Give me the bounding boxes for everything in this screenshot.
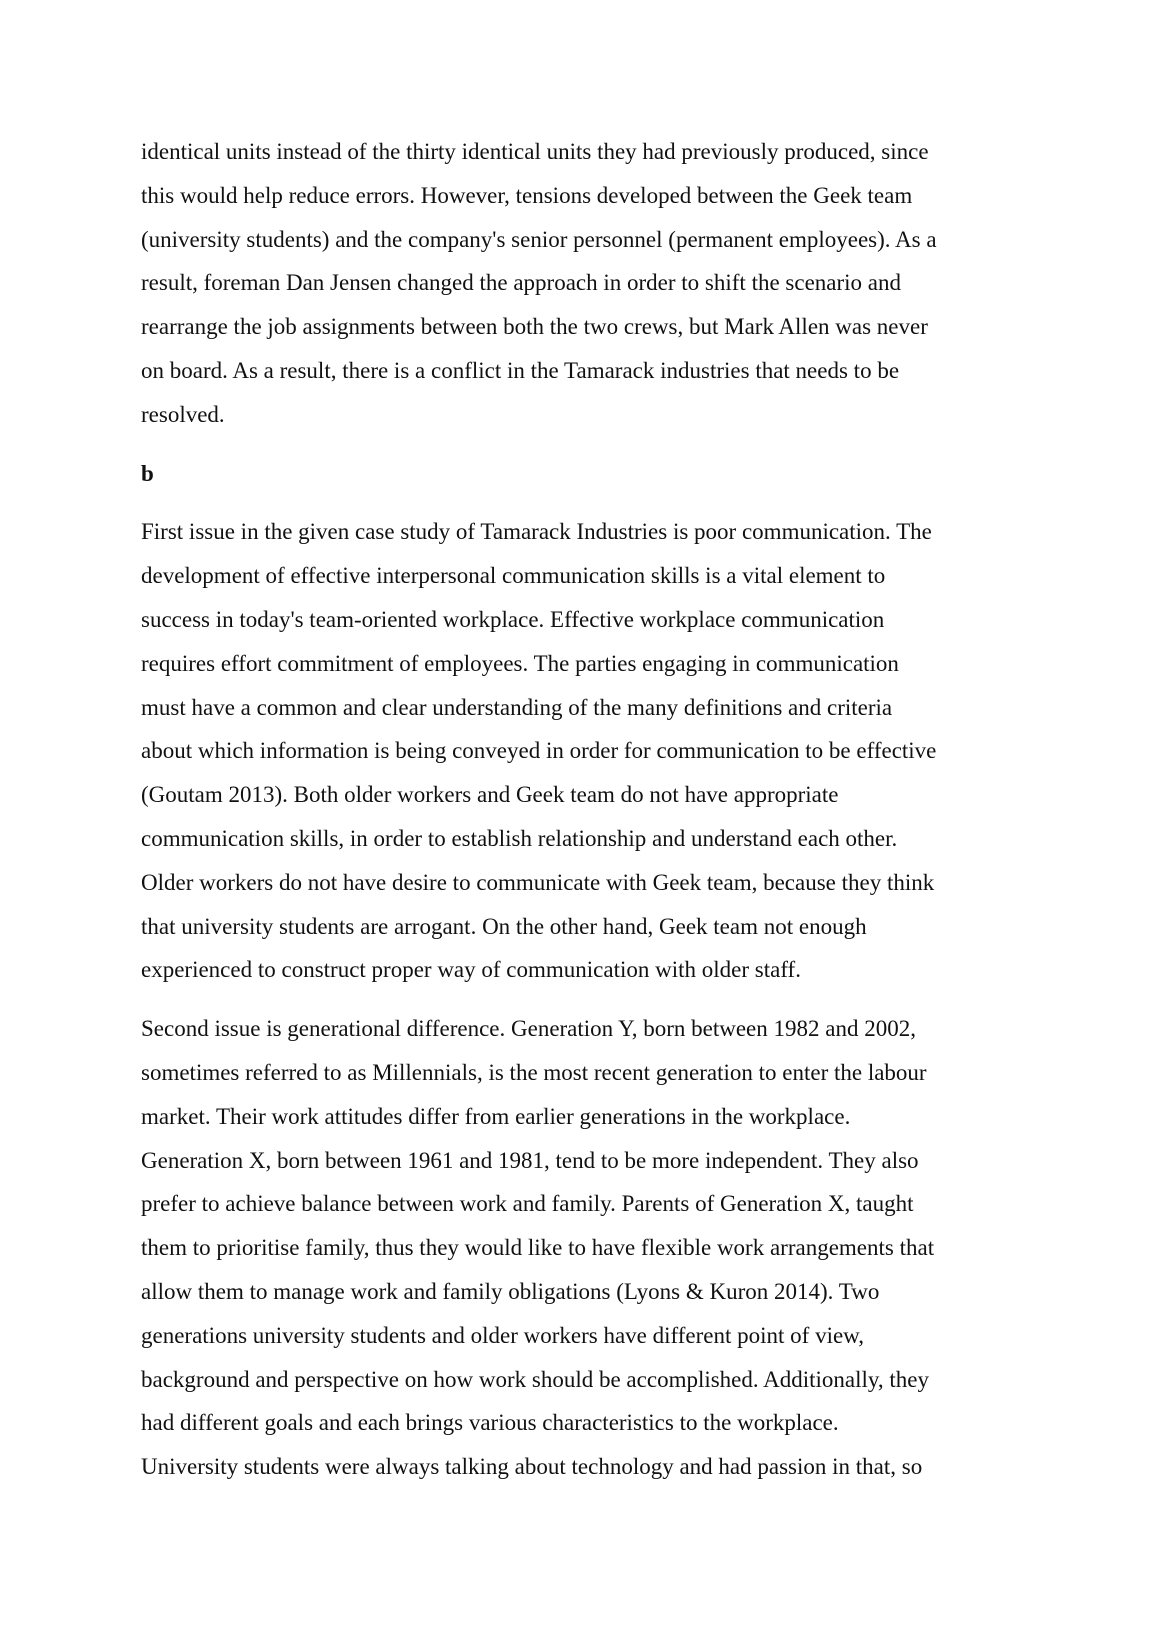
text-line: generations university students and older workers have different point of view, [141, 1322, 865, 1348]
text-line: them to prioritise family, thus they would like to have flexible work arrangements that [141, 1235, 935, 1261]
text-line: Second issue is generational difference. Generation Y, born between 1982 and 2002, [141, 1016, 916, 1042]
text-line: experienced to construct proper way of communication with older staff. [141, 957, 801, 983]
text-line: allow them to manage work and family obligations (Lyons & Kuron 2014). Two [141, 1278, 880, 1304]
text-line: Generation X, born between 1961 and 1981, tend to be more independent. They also [141, 1147, 919, 1173]
section-heading: b [141, 460, 154, 486]
text-line: had different goals and each brings various characteristics to the workplace. [141, 1410, 839, 1436]
text-line: development of effective interpersonal communication skills is a vital element to [141, 563, 886, 589]
text-line: resolved. [141, 401, 225, 427]
text-line: (university students) and the company's senior personnel (permanent employees). As a [141, 226, 937, 252]
text-line: Older workers do not have desire to communicate with Geek team, because they think [141, 869, 935, 895]
text-line: on board. As a result, there is a conflict in the Tamarack industries that needs to be [141, 357, 900, 383]
text-line: must have a common and clear understanding of the many definitions and criteria [141, 694, 893, 720]
paragraph-spacing [141, 495, 1021, 510]
document-body [141, 130, 1021, 1489]
paragraph-spacing [141, 992, 1021, 1007]
text-line: University students were always talking about technology and had passion in that, so [141, 1454, 923, 1480]
text-line: identical units instead of the thirty identical units they had previously produced, since [141, 139, 929, 164]
text-line: (Goutam 2013). Both older workers and Geek team do not have appropriate [141, 782, 839, 808]
paragraph-generations [141, 1007, 1021, 1489]
text-line: about which information is being conveyed in order for communication to be effective [141, 738, 937, 764]
text-line: prefer to achieve balance between work and family. Parents of Generation X, taught [141, 1191, 914, 1217]
text-line: sometimes referred to as Millennials, is the most recent generation to enter the labour [141, 1059, 927, 1085]
text-line: this would help reduce errors. However, tensions developed between the Geek team [141, 182, 913, 208]
paragraph-spacing [141, 437, 1021, 452]
text-line: communication skills, in order to establish relationship and understand each other. [141, 825, 898, 851]
text-line: success in today's team-oriented workplace. Effective workplace communication [141, 606, 885, 632]
text-line: result, foreman Dan Jensen changed the approach in order to shift the scenario and [141, 270, 901, 296]
text-line: requires effort commitment of employees. The parties engaging in communication [141, 650, 899, 676]
text-line: rearrange the job assignments between both the two crews, but Mark Allen was never [141, 314, 928, 340]
text-line: background and perspective on how work should be accomplished. Additionally, they [141, 1366, 929, 1392]
text-line: First issue in the given case study of Tamarack Industries is poor communication. The [141, 519, 932, 545]
paragraph-communication [141, 510, 1021, 992]
text-line: that university students are arrogant. On the other hand, Geek team not enough [141, 913, 867, 939]
text-line: market. Their work attitudes differ from earlier generations in the workplace. [141, 1103, 851, 1129]
paragraph-intro [141, 130, 1021, 437]
